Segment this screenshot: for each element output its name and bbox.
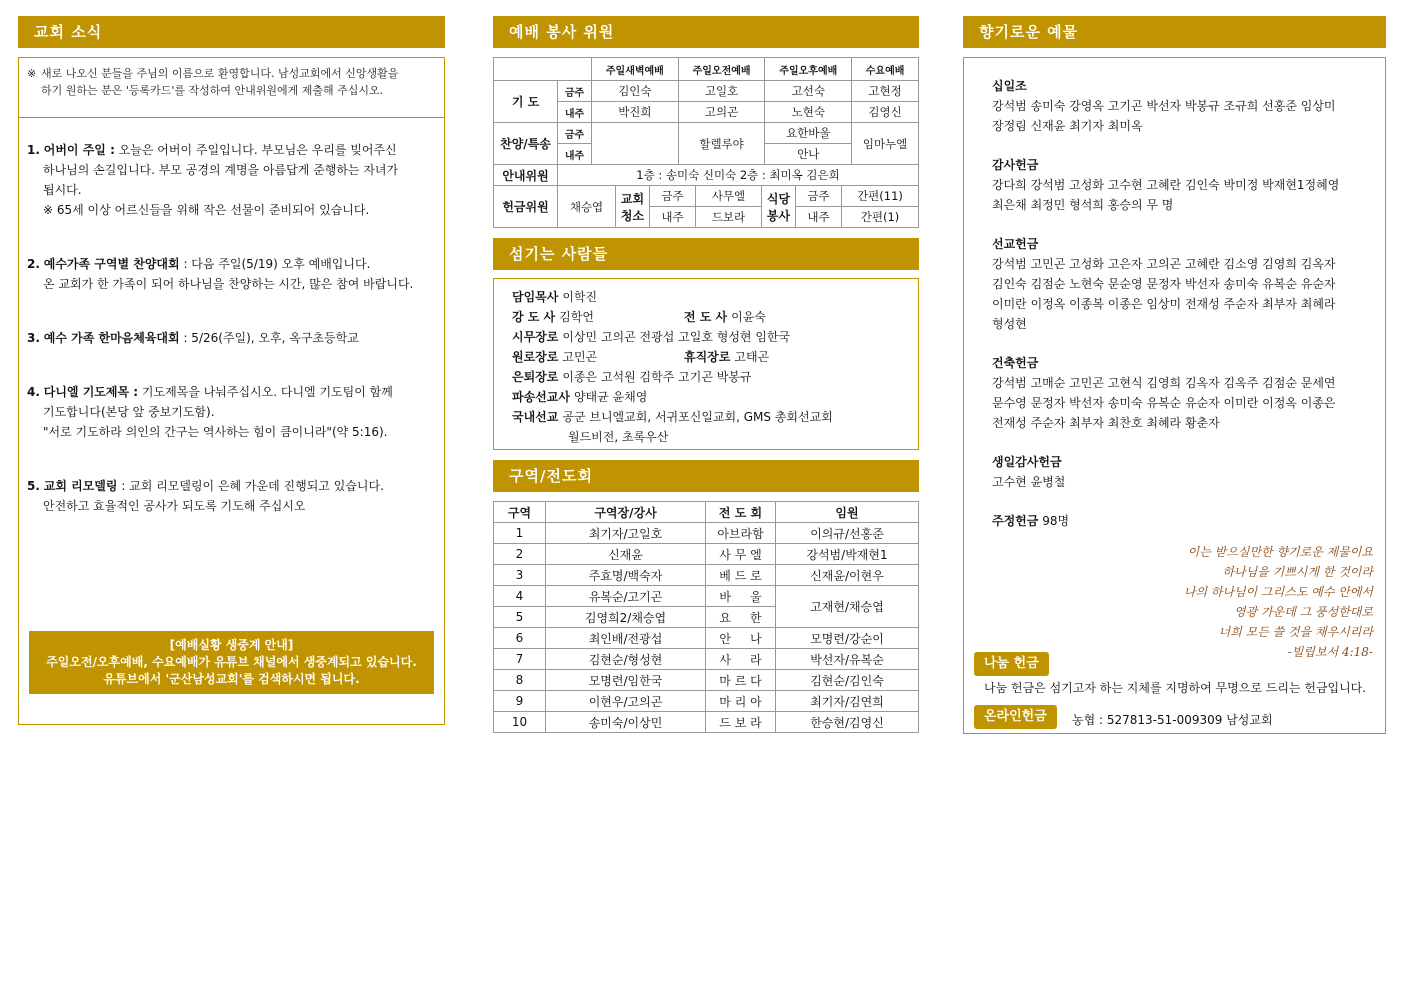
offering-names: 이미란 이정옥 이종복 이종은 임상미 전재성 주순자 최부자 최혜라 <box>992 297 1336 311</box>
sunday-offering: 주정헌금 98명 <box>992 514 1070 528</box>
people-row: 담임목사 이학진 <box>512 290 598 304</box>
prayer-label: 기 도 <box>494 81 558 123</box>
item-text: 됩시다. <box>43 183 82 197</box>
table-cell: 간편(11) <box>842 186 919 207</box>
offerings-title: 향기로운 예물 <box>963 16 1386 48</box>
column-header: 수요예배 <box>852 58 919 81</box>
item-text: 안전하고 효율적인 공사가 되도록 기도해 주십시오 <box>43 499 306 513</box>
table-cell: 고일호 <box>678 81 765 102</box>
table-row: 2 신재윤 사 무 엘 강석범/박재현1 <box>494 544 919 565</box>
offering-group <box>992 155 1357 215</box>
online-offering-account: 농협 : 527813-51-009309 남성교회 <box>1072 713 1273 727</box>
people-row: 은퇴장로 이종은 고석원 김학주 고기곤 박봉규 <box>512 370 752 384</box>
table-cell: 간편(1) <box>842 207 919 228</box>
table-row: 6 최인배/전광섭 안 나 모명련/강순이 <box>494 628 919 649</box>
table-cell: 요한바울 <box>765 123 852 144</box>
item-text: 온 교회가 한 가족이 되어 하나님을 찬양하는 시간, 많은 참여 바랍니다. <box>43 277 414 291</box>
week-label: 내주 <box>796 207 842 228</box>
church-news-column <box>18 16 445 725</box>
news-item <box>27 140 436 220</box>
item-number: 3. <box>27 331 40 345</box>
scripture-verse: 이는 받으실만한 향기로운 제물이요 하나님을 기쁘시게 한 것이라 나의 하나님이 그리스도 예수 안에서 영광 가운데 그 풍성한대로 너희 모든 쓸 것을 채우시리라 -빌립보서 4:18- <box>1183 545 1373 659</box>
table-row: 7 김현순/형성현 사 라 박선자/유복순 <box>494 649 919 670</box>
reference-mark-icon: ※ <box>27 67 37 80</box>
table-cell: 사무엘 <box>696 186 762 207</box>
people-row: 원로장로 고민곤 휴직장로 고태곤 <box>512 350 770 364</box>
people-box <box>493 278 919 450</box>
online-offering-badge: 온라인헌금 <box>974 705 1057 729</box>
item-text: 오늘은 어버이 주일입니다. 부모님은 우리를 빚어주신 <box>118 143 397 157</box>
district-table <box>493 501 919 733</box>
offering-names: 강석범 고매순 고민곤 고현식 김영희 김옥자 김옥주 김점순 문세연 <box>992 376 1336 390</box>
column-header: 임원 <box>776 502 919 523</box>
share-offering-text: 나눔 헌금은 섬기고자 하는 지체를 지명하여 무명으로 드리는 헌금입니다. <box>984 681 1367 695</box>
people-row: 시무장로 이상민 고의곤 전광섭 고일호 형성현 임한국 <box>512 330 791 344</box>
offering-table <box>493 185 919 228</box>
offering-names: 강석범 송미숙 강영옥 고기곤 박선자 박봉규 조규희 선홍준 임상미 <box>992 99 1336 113</box>
item-number: 1. <box>27 143 40 157</box>
people-row: 강 도 사 김학언 전 도 사 이윤숙 <box>512 310 766 324</box>
item-text: : 5/26(주일), 오후, 옥구초등학교 <box>183 331 359 345</box>
offering-label: 헌금위원 <box>494 186 558 228</box>
offerings-box <box>963 57 1386 734</box>
item-title: 교회 리모델링 <box>43 479 118 493</box>
offering-value: 채승엽 <box>558 186 616 228</box>
item-text: "서로 기도하라 의인의 간구는 역사하는 힘이 큼이니라"(약 5:16). <box>43 425 388 439</box>
offering-group <box>992 234 1357 334</box>
table-cell: 임마누엘 <box>852 123 919 165</box>
item-number: 2. <box>27 257 40 271</box>
service-title: 예배 봉사 위원 <box>493 16 919 48</box>
people-title: 섬기는 사람들 <box>493 238 919 270</box>
share-offering-badge: 나눔 헌금 <box>974 652 1049 676</box>
usher-label: 안내위원 <box>494 165 558 186</box>
offering-names: 강다희 강석범 고성화 고수현 고혜란 김인숙 박미정 박재현1정혜영 <box>992 178 1340 192</box>
table-cell: 고선숙 <box>765 81 852 102</box>
table-row: 8 모명련/임한국 마 르 다 김현순/김인숙 <box>494 670 919 691</box>
offering-group <box>992 353 1357 433</box>
notice-line-2: 하기 원하는 분은 '등록카드'를 작성하여 안내위원에게 제출해 주십시오. <box>41 84 384 97</box>
praise-label: 찬양/특송 <box>494 123 558 165</box>
table-cell: 김영신 <box>852 102 919 123</box>
table-row: 3 주효명/백숙자 베 드 로 신재윤/이현우 <box>494 565 919 586</box>
table-row: 1 최기자/고일호 아브라함 이의규/선홍준 <box>494 523 919 544</box>
welcome-notice <box>19 58 444 118</box>
offerings-column <box>963 16 1386 734</box>
live-stream-line: 유튜브에서 '군산남성교회'를 검색하시면 됩니다. <box>103 672 360 686</box>
offering-names: 김인숙 김점순 노현숙 문순영 문정자 박선자 송미숙 유복순 유순자 <box>992 277 1336 291</box>
news-list <box>19 118 444 516</box>
item-text: : 다음 주일(5/19) 오후 예배입니다. <box>183 257 371 271</box>
table-cell: 고의곤 <box>678 102 765 123</box>
item-title: 예수가족 구역별 찬양대회 <box>43 257 180 271</box>
column-header: 구역 <box>494 502 546 523</box>
offering-names: 고수현 윤병철 <box>992 475 1066 489</box>
table-cell <box>592 123 679 165</box>
cleaning-label: 교회 청소 <box>616 186 650 228</box>
offering-category: 생일감사헌금 <box>992 455 1062 469</box>
service-column <box>493 16 919 733</box>
offering-names: 장정림 신재윤 최기자 최미옥 <box>992 119 1143 133</box>
notice-line-1: 새로 나오신 분들을 주님의 이름으로 환영합니다. 남성교회에서 신앙생활을 <box>41 67 399 80</box>
table-cell: 할렐루야 <box>678 123 765 165</box>
item-title: 어버이 주일 : <box>43 143 115 157</box>
people-row: 파송선교사 양태균 윤채영 <box>512 390 648 404</box>
column-header: 주일오전예배 <box>678 58 765 81</box>
column-header: 주일새벽예배 <box>592 58 679 81</box>
column-header: 주일오후예배 <box>765 58 852 81</box>
news-item <box>27 328 436 348</box>
item-text: : 교회 리모델링이 은혜 가운데 진행되고 있습니다. <box>121 479 384 493</box>
week-label: 금주 <box>796 186 842 207</box>
week-label: 금주 <box>558 123 592 144</box>
week-label: 내주 <box>650 207 696 228</box>
usher-value: 1층 : 송미숙 신미숙 2층 : 최미옥 김은희 <box>558 165 919 186</box>
church-news-title: 교회 소식 <box>18 16 445 48</box>
table-cell: 노현숙 <box>765 102 852 123</box>
item-text: ※ 65세 이상 어르신들을 위해 작은 선물이 준비되어 있습니다. <box>43 203 370 217</box>
offering-category: 감사헌금 <box>992 158 1039 172</box>
offering-names: 강석범 고민곤 고성화 고은자 고의곤 고혜란 김소영 김영희 김옥자 <box>992 257 1336 271</box>
item-text: 기도제목을 나눠주십시오. 다니엘 기도팀이 함께 <box>141 385 393 399</box>
offering-names: 최은채 최정민 형석희 홍승의 무 명 <box>992 198 1174 212</box>
news-item <box>27 476 436 516</box>
table-cell: 박진희 <box>592 102 679 123</box>
item-text: 하나님의 손길입니다. 부모 공경의 계명을 아름답게 준행하는 자녀가 <box>43 163 399 177</box>
week-label: 내주 <box>558 102 592 123</box>
offering-names: 형성현 <box>992 317 1027 331</box>
table-cell: 드보라 <box>696 207 762 228</box>
week-label: 금주 <box>558 81 592 102</box>
table-cell: 안나 <box>765 144 852 165</box>
item-text: 기도합니다(본당 앞 중보기도함). <box>43 405 215 419</box>
table-row: 4 유복순/고기곤 바 울 고재현/채승엽 <box>494 586 919 607</box>
column-header: 구역장/강사 <box>546 502 706 523</box>
live-stream-line: 주일오전/오후예배, 수요예배가 유튜브 채널에서 생중계되고 있습니다. <box>46 655 417 669</box>
item-title: 예수 가족 한마음체육대회 <box>43 331 180 345</box>
news-item <box>27 382 436 442</box>
offering-group <box>992 452 1357 492</box>
church-news-box <box>18 57 445 725</box>
news-item <box>27 254 436 294</box>
item-number: 4. <box>27 385 40 399</box>
offering-group <box>992 76 1357 136</box>
item-title: 다니엘 기도제목 : <box>43 385 139 399</box>
offering-names: 문수영 문정자 박선자 송미숙 유복순 유순자 이미란 이정옥 이종은 <box>992 396 1336 410</box>
table-row: 9 이현우/고의곤 마 리 아 최기자/김연희 <box>494 691 919 712</box>
table-row: 5 김영희2/채승엽 요 한 <box>494 607 919 628</box>
service-table <box>493 57 919 186</box>
item-number: 5. <box>27 479 40 493</box>
people-row: 월드비전, 초록우산 <box>568 430 669 444</box>
district-title: 구역/전도회 <box>493 460 919 492</box>
table-cell: 고현정 <box>852 81 919 102</box>
offering-category: 선교헌금 <box>992 237 1039 251</box>
people-row: 국내선교 공군 브니엘교회, 서귀포신일교회, GMS 총회선교회 <box>512 410 833 424</box>
table-cell: 김인숙 <box>592 81 679 102</box>
live-stream-title: [예배실황 생중계 안내] <box>169 638 294 652</box>
live-stream-notice <box>29 631 434 694</box>
week-label: 내주 <box>558 144 592 165</box>
column-header: 전 도 회 <box>706 502 776 523</box>
table-row: 10 송미숙/이상민 드 보 라 한승현/김영신 <box>494 712 919 733</box>
kitchen-label: 식당 봉사 <box>762 186 796 228</box>
offering-category: 십일조 <box>992 79 1027 93</box>
offering-names: 전재성 주순자 최부자 최찬호 최혜라 황춘자 <box>992 416 1220 430</box>
offering-category: 건축헌금 <box>992 356 1039 370</box>
week-label: 금주 <box>650 186 696 207</box>
